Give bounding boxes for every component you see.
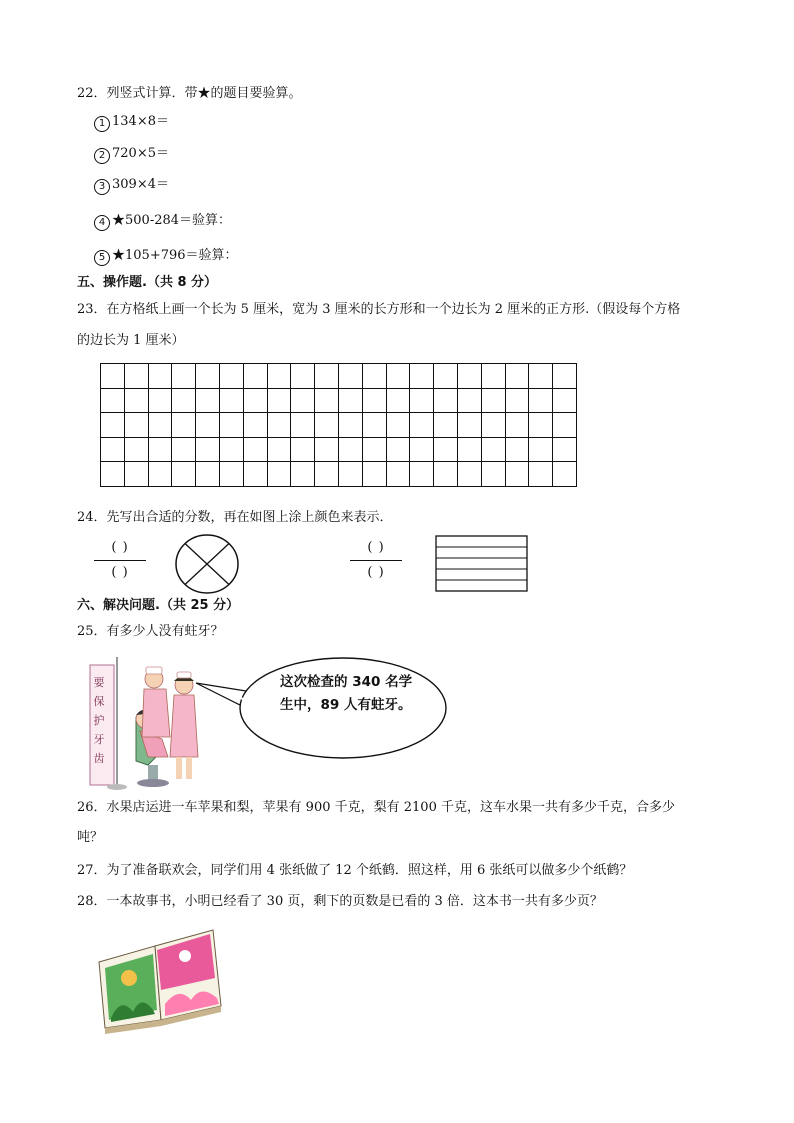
q25-text: 25．有多少人没有蛀牙？ [77, 624, 224, 639]
grid-cell[interactable] [386, 462, 410, 487]
q22-item-1 [94, 114, 169, 132]
fraction-bar [350, 560, 402, 561]
grid-cell[interactable] [101, 364, 125, 389]
grid-cell[interactable] [410, 437, 434, 462]
grid-cell[interactable] [386, 413, 410, 438]
grid-cell[interactable] [315, 364, 339, 389]
q27-text: 27．为了准备联欢会，同学们用 4 张纸做了 12 个纸鹤．照这样，用 6 张纸可以做多少个纸鹤？ [77, 863, 633, 878]
grid-cell[interactable] [243, 413, 267, 438]
grid-cell[interactable] [148, 437, 172, 462]
grid-cell[interactable] [196, 462, 220, 487]
grid-cell[interactable] [410, 462, 434, 487]
grid-cell[interactable] [338, 413, 362, 438]
grid-cell[interactable] [196, 364, 220, 389]
grid-cell[interactable] [481, 462, 505, 487]
grid-cell[interactable] [386, 437, 410, 462]
grid-cell[interactable] [172, 388, 196, 413]
grid-paper[interactable] [100, 363, 577, 487]
section5-title: 五、操作题.（共 8 分） [77, 275, 218, 290]
grid-cell[interactable] [243, 437, 267, 462]
grid-cell[interactable] [505, 364, 529, 389]
grid-cell[interactable] [481, 413, 505, 438]
numerator-blank[interactable]: ( ) [111, 540, 129, 555]
grid-cell[interactable] [529, 462, 553, 487]
circled-number: 4 [94, 215, 110, 231]
grid-cell[interactable] [410, 388, 434, 413]
divided-circle-figure[interactable] [174, 534, 242, 594]
grid-cell[interactable] [219, 364, 243, 389]
grid-cell[interactable] [101, 388, 125, 413]
grid-cell[interactable] [267, 462, 291, 487]
fraction-blank-1[interactable] [92, 539, 148, 583]
circled-number: 5 [94, 250, 110, 266]
grid-cell[interactable] [457, 437, 481, 462]
grid-cell[interactable] [148, 364, 172, 389]
grid-cell[interactable] [219, 413, 243, 438]
grid-cell[interactable] [410, 364, 434, 389]
grid-cell[interactable] [434, 413, 458, 438]
grid-cell[interactable] [291, 437, 315, 462]
grid-cell[interactable] [148, 413, 172, 438]
grid-cell[interactable] [267, 388, 291, 413]
q22-item-text: ★500-284＝验算： [112, 213, 232, 228]
grid-cell[interactable] [481, 437, 505, 462]
grid-cell[interactable] [434, 437, 458, 462]
q22-item-4 [94, 213, 231, 231]
circled-number: 3 [94, 179, 110, 195]
grid-row [101, 462, 577, 487]
grid-cell[interactable] [457, 388, 481, 413]
poster-caption: 要 保 护 牙 齿 [93, 676, 105, 765]
grid-cell[interactable] [172, 462, 196, 487]
grid-cell[interactable] [553, 437, 577, 462]
grid-cell[interactable] [315, 388, 339, 413]
grid-cell[interactable] [315, 462, 339, 487]
grid-cell[interactable] [457, 462, 481, 487]
grid-cell[interactable] [338, 462, 362, 487]
grid-row [101, 388, 577, 413]
grid-cell[interactable] [172, 437, 196, 462]
grid-cell[interactable] [529, 364, 553, 389]
grid-cell[interactable] [172, 413, 196, 438]
grid-cell[interactable] [338, 437, 362, 462]
grid-cell[interactable] [386, 364, 410, 389]
grid-cell[interactable] [124, 364, 148, 389]
grid-cell[interactable] [124, 437, 148, 462]
circled-number: 2 [94, 148, 110, 164]
grid-cell[interactable] [505, 413, 529, 438]
q22-item-3 [94, 177, 169, 195]
grid-cell[interactable] [291, 388, 315, 413]
grid-cell[interactable] [124, 413, 148, 438]
grid-cell[interactable] [243, 388, 267, 413]
q22-item-5 [94, 248, 238, 266]
grid-cell[interactable] [291, 364, 315, 389]
grid-cell[interactable] [101, 462, 125, 487]
grid-cell[interactable] [291, 462, 315, 487]
grid-cell[interactable] [315, 413, 339, 438]
q22-item-2 [94, 146, 169, 164]
grid-row [101, 413, 577, 438]
grid-cell[interactable] [243, 462, 267, 487]
grid-cell[interactable] [362, 388, 386, 413]
q24-text: 24．先写出合适的分数，再在如图上涂上颜色来表示． [77, 510, 393, 525]
grid-cell[interactable] [505, 462, 529, 487]
q22-item-text: 720×5＝ [112, 146, 169, 161]
grid-cell[interactable] [553, 413, 577, 438]
speech-bubble-text: 这次检查的 340 名学生中，89 人有蛀牙。 [280, 674, 413, 713]
grid-cell[interactable] [148, 462, 172, 487]
storybook-illustration [95, 924, 225, 1034]
grid-cell[interactable] [267, 364, 291, 389]
fraction-bar [94, 560, 146, 561]
grid-cell[interactable] [386, 388, 410, 413]
grid-cell[interactable] [553, 462, 577, 487]
section6-title: 六、解决问题.（共 25 分） [77, 598, 240, 613]
q22-item-text: ★105+796＝验算： [112, 248, 238, 263]
grid-cell[interactable] [362, 413, 386, 438]
grid-cell[interactable] [219, 437, 243, 462]
grid-cell[interactable] [553, 364, 577, 389]
grid-cell[interactable] [410, 413, 434, 438]
q23-line2: 的边长为 1 厘米） [77, 333, 185, 348]
grid-cell[interactable] [362, 364, 386, 389]
grid-cell[interactable] [434, 364, 458, 389]
q26-line1: 26．水果店运进一车苹果和梨，苹果有 900 千克，梨有 2100 千克，这车水果一共有多少千克，合多少 [77, 800, 675, 815]
grid-cell[interactable] [291, 413, 315, 438]
grid-cell[interactable] [196, 413, 220, 438]
grid-row [101, 364, 577, 389]
q22-item-text: 309×4＝ [112, 177, 169, 192]
grid-cell[interactable] [505, 388, 529, 413]
grid-cell[interactable] [481, 364, 505, 389]
grid-cell[interactable] [529, 388, 553, 413]
fraction-blank-2[interactable] [348, 539, 404, 583]
denominator-blank[interactable]: ( ) [367, 565, 385, 580]
grid-cell[interactable] [219, 388, 243, 413]
grid-cell[interactable] [124, 462, 148, 487]
grid-cell[interactable] [148, 388, 172, 413]
grid-cell[interactable] [101, 437, 125, 462]
q28-text: 28．一本故事书，小明已经看了 30 页，剩下的页数是已看的 3 倍．这本书一共有多少页？ [77, 894, 603, 909]
grid-cell[interactable] [267, 413, 291, 438]
circled-number: 1 [94, 116, 110, 132]
grid-cell[interactable] [457, 364, 481, 389]
q22-title: 22．列竖式计算．带★的题目要验算。 [77, 86, 302, 101]
numerator-blank[interactable]: ( ) [367, 540, 385, 555]
grid-cell[interactable] [219, 462, 243, 487]
grid-cell[interactable] [481, 388, 505, 413]
grid-cell[interactable] [434, 388, 458, 413]
grid-cell[interactable] [267, 437, 291, 462]
grid-cell[interactable] [505, 437, 529, 462]
grid-cell[interactable] [315, 437, 339, 462]
grid-cell[interactable] [362, 437, 386, 462]
grid-row [101, 437, 577, 462]
grid-cell[interactable] [553, 388, 577, 413]
grid-cell[interactable] [196, 437, 220, 462]
grid-cell[interactable] [338, 388, 362, 413]
grid-cell[interactable] [338, 364, 362, 389]
q22-item-text: 134×8＝ [112, 114, 169, 129]
grid-cell[interactable] [243, 364, 267, 389]
grid-cell[interactable] [529, 413, 553, 438]
grid-cell[interactable] [124, 388, 148, 413]
grid-cell[interactable] [362, 462, 386, 487]
grid-cell[interactable] [172, 364, 196, 389]
denominator-blank[interactable]: ( ) [111, 565, 129, 580]
striped-rectangle-figure[interactable] [435, 535, 530, 593]
grid-cell[interactable] [196, 388, 220, 413]
grid-cell[interactable] [101, 413, 125, 438]
grid-cell[interactable] [529, 437, 553, 462]
grid-cell[interactable] [457, 413, 481, 438]
q26-line2: 吨？ [77, 830, 104, 845]
grid-cell[interactable] [434, 462, 458, 487]
q23-line1: 23．在方格纸上画一个长为 5 厘米，宽为 3 厘米的长方形和一个边长为 2 厘米的正方形.（假设每个方格 [77, 302, 681, 317]
